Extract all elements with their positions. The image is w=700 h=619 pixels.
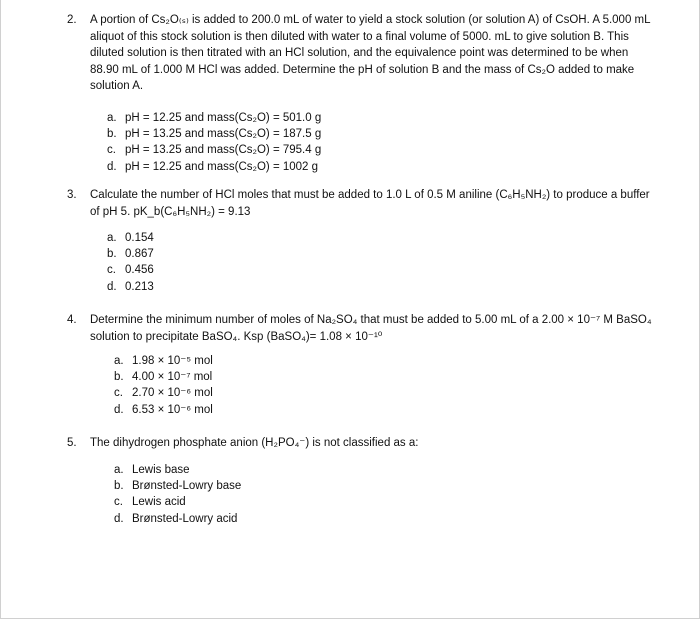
question-number: 2.: [67, 14, 77, 26]
answer-options: [114, 353, 213, 418]
option-a[interactable]: a. 0.154: [107, 232, 154, 244]
option-c[interactable]: c. 2.70 × 10⁻⁶ mol: [114, 387, 213, 400]
question-number: 4.: [67, 314, 77, 326]
option-c[interactable]: c. pH = 13.25 and mass(Cs₂O) = 795.4 g: [107, 144, 322, 157]
option-c[interactable]: c. Lewis acid: [114, 496, 186, 509]
option-a[interactable]: a. pH = 12.25 and mass(Cs₂O) = 501.0 g: [107, 112, 322, 124]
option-d[interactable]: d. Brønsted-Lowry acid: [114, 512, 238, 525]
answer-options: [107, 230, 154, 295]
option-b[interactable]: b. Brønsted-Lowry base: [114, 480, 242, 493]
question-number: 3.: [67, 189, 77, 201]
question-line: of pH 5. pK_b(C₆H₅NH₂) = 9.13: [90, 205, 251, 218]
option-d[interactable]: d. 0.213: [107, 280, 154, 293]
question-line: The dihydrogen phosphate anion (H₂PO₄⁻) is not classified as a:: [90, 437, 419, 449]
question-line: A portion of Cs₂O₍ₛ₎ is added to 200.0 mL of water to yield a stock solution (or solution A) of CsOH. A 5.000 mL: [90, 14, 651, 26]
option-a[interactable]: a. Lewis base: [114, 464, 190, 476]
option-d[interactable]: d. pH = 12.25 and mass(Cs₂O) = 1002 g: [107, 160, 319, 173]
option-b[interactable]: b. pH = 13.25 and mass(Cs₂O) = 187.5 g: [107, 128, 322, 141]
question-text: [90, 12, 651, 95]
option-b[interactable]: b. 4.00 × 10⁻⁷ mol: [114, 371, 213, 384]
question-line: solution to precipitate BaSO₄. Ksp (BaSO₄)= 1.08 × 10⁻¹⁰: [90, 330, 383, 343]
question-line: Calculate the number of HCl moles that must be added to 1.0 L of 0.5 M aniline (C₆H₅NH₂) to produce a buffer: [90, 189, 650, 201]
question-line: Determine the minimum number of moles of Na₂SO₄ that must be added to 5.00 mL of a 2.00 × 10⁻⁷ M BaSO₄: [90, 314, 652, 326]
question-line: diluted solution is then titrated with an HCl solution, and the equivalence point was determined to be when: [90, 47, 629, 59]
question-text: [90, 312, 652, 345]
option-a[interactable]: a. 1.98 × 10⁻⁵ mol: [114, 355, 213, 367]
question-text: [90, 435, 418, 452]
answer-options: [114, 462, 241, 527]
question-text: [90, 187, 650, 220]
question-number: 5.: [67, 437, 77, 449]
option-d[interactable]: d. 6.53 × 10⁻⁶ mol: [114, 403, 213, 416]
question-line: 88.90 mL of 1.000 M HCl was added. Determine the pH of solution B and the mass of Cs₂O added to make: [90, 63, 635, 76]
question-line: solution A.: [90, 80, 144, 92]
option-c[interactable]: c. 0.456: [107, 264, 154, 277]
option-b[interactable]: b. 0.867: [107, 248, 154, 261]
question-line: aliquot of this stock solution is then diluted with water to a final volume of 5000. mL to give solution B. This: [90, 30, 629, 43]
answer-options: [107, 110, 321, 175]
